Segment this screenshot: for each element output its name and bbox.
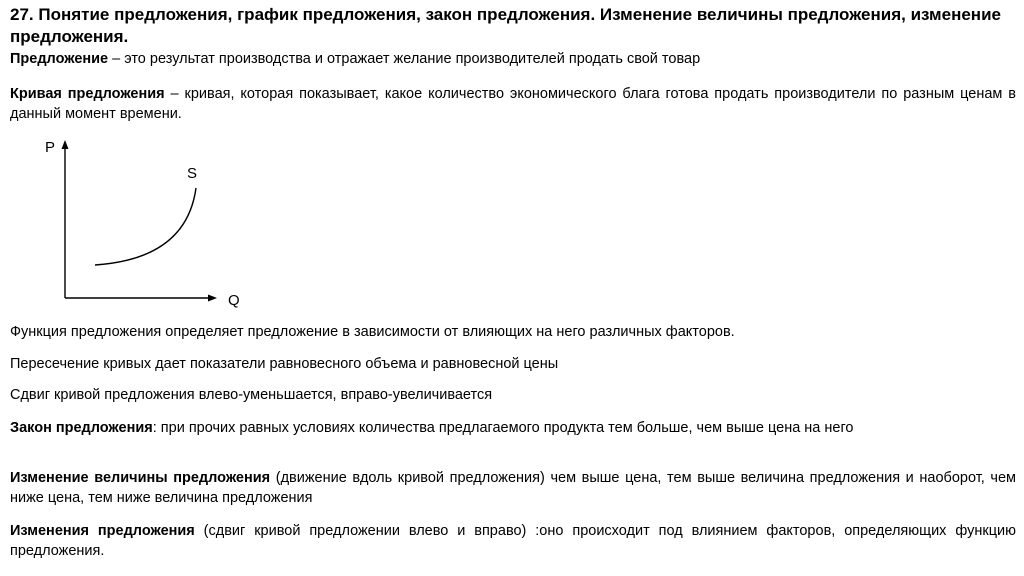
supply-change (10, 521, 1016, 561)
quantity-supplied-change (10, 468, 1016, 508)
supply-curve-definition (10, 84, 1016, 124)
supply-curve-term: Кривая предложения (10, 86, 165, 102)
y-axis-label: P (45, 139, 56, 156)
supply-definition-text: – это результат производства и отражает желание производителей продать свой товар (108, 51, 701, 67)
supply-law-text: : при прочих равных условиях количества предлагаемого продукта тем больше, чем выше цена на него (152, 420, 854, 436)
quantity-supplied-change-term: Изменение величины предложения (10, 470, 271, 486)
x-axis-label: Q (228, 292, 240, 309)
supply-law (10, 418, 1016, 438)
x-axis-arrow (208, 295, 217, 302)
intersection-statement: Пересечение кривых дает показатели равновесного объема и равновесной цены (10, 356, 559, 372)
slide-title: 27. Понятие предложения, график предложения, закон предложения. Изменение величины предложения, изменение предложения. (10, 5, 1001, 46)
function-statement: Функция предложения определяет предложение в зависимости от влияющих на него различных факторов. (10, 324, 735, 340)
quantity-supplied-change-text: (движение вдоль кривой предложения) чем выше цена, тем выше величина предложения и наоборот, чем ниже цена, тем ниже величина предложения (10, 470, 1016, 506)
supply-term: Предложение (10, 51, 109, 67)
supply-definition (10, 49, 1016, 69)
y-axis-arrow (62, 140, 69, 149)
supply-graph (40, 138, 260, 314)
shift-statement: Сдвиг кривой предложения влево-уменьшается, вправо-увеличивается (10, 387, 493, 403)
curve-label: S (187, 165, 198, 182)
supply-curve-definition-text: – кривая, которая показывает, какое количество экономического блага готова продать производители по разным ценам в данный момент времени. (10, 86, 1016, 122)
supply-curve (95, 188, 196, 265)
supply-law-term: Закон предложения (10, 420, 153, 436)
supply-change-term: Изменения предложения (10, 523, 195, 539)
supply-change-text: (сдвиг кривой предложении влево и вправо) :оно происходит под влиянием факторов, определяющих функцию предложения. (10, 523, 1016, 559)
